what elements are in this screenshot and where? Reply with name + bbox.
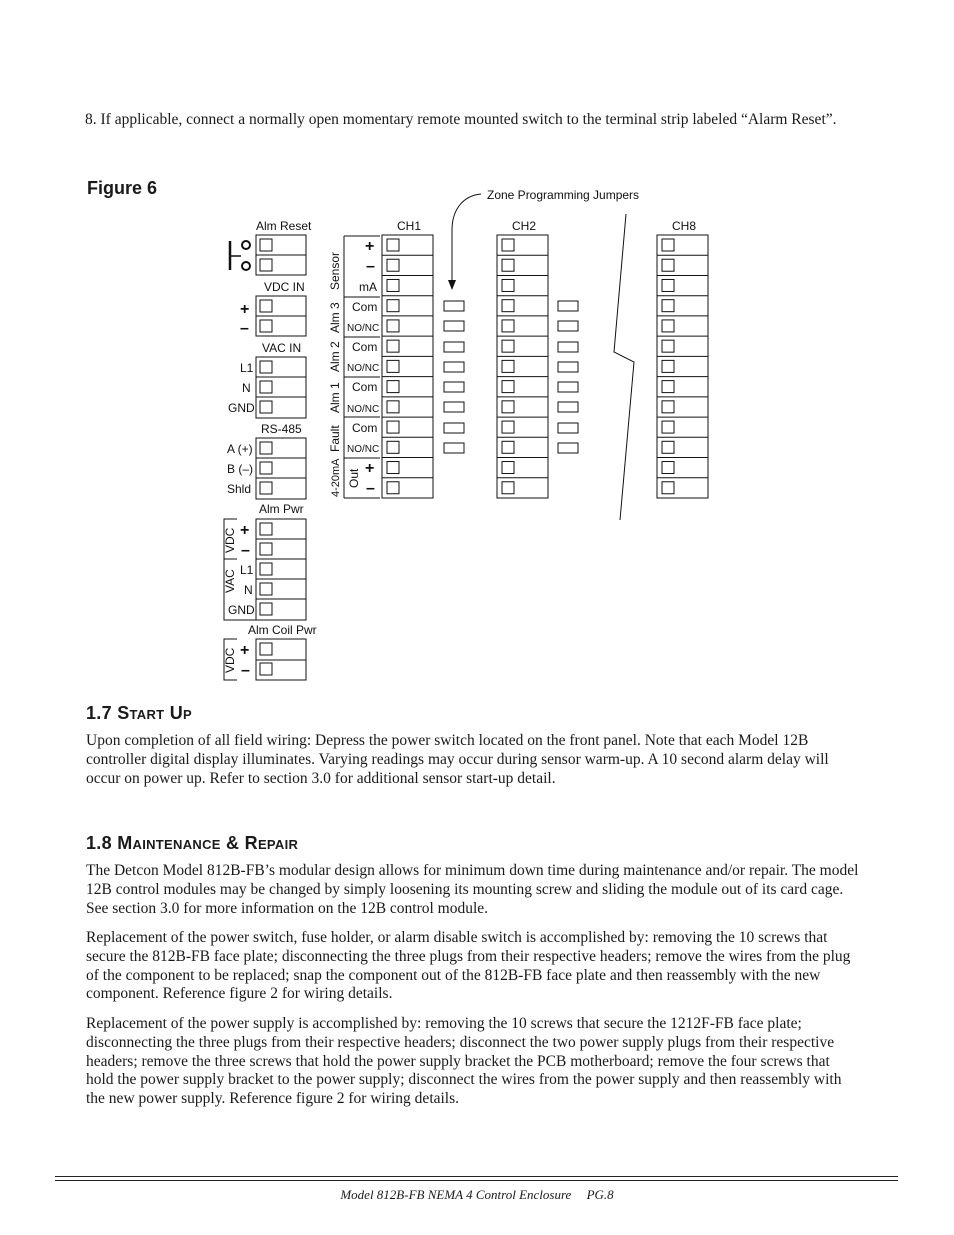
rs485-a-label: A (+) [227, 442, 253, 456]
terminal-screw [387, 239, 399, 251]
ch1-label: CH1 [397, 219, 422, 233]
out-4-20ma-label: 4-20mA [330, 458, 342, 497]
sensor-plus: + [365, 238, 375, 255]
terminal-screw [387, 381, 399, 393]
page-footer [0, 1187, 954, 1203]
terminal-screw [662, 381, 674, 393]
alm-pwr-gnd-label: GND [228, 603, 255, 617]
alm1-com: Com [352, 380, 378, 394]
section-1-7-heading: 1.7 Start Up [86, 703, 192, 723]
alm1-nonc: NO/NC [347, 404, 380, 415]
footer-page-number: PG.8 [586, 1187, 614, 1202]
coil-minus: – [241, 662, 250, 679]
fault-com: Com [352, 421, 378, 435]
sensor-minus: – [366, 258, 375, 275]
coil-vdc-label: VDC [223, 647, 237, 673]
alm-pwr-plus: + [240, 522, 250, 539]
alm3-nonc: NO/NC [347, 323, 380, 334]
terminal-screw [662, 259, 674, 271]
terminal-screw [387, 401, 399, 413]
step-8-instruction: 8. If applicable, connect a normally open momentary remote mounted switch to the terminal strip labeled “Alarm Reset”. [85, 111, 837, 128]
rs485-label: RS-485 [261, 422, 302, 436]
terminal-screw [387, 259, 399, 271]
vac-in-label: VAC IN [262, 341, 302, 355]
figure-title: Figure 6 [87, 178, 158, 198]
out-label: Out [347, 468, 361, 488]
alm-pwr-vac-label: VAC [223, 569, 237, 593]
vac-gnd-label: GND [228, 401, 255, 415]
terminal-screw [662, 239, 674, 251]
alm2-com: Com [352, 340, 378, 354]
vdc-in-plus: + [240, 301, 250, 318]
alm-reset-label: Alm Reset [256, 219, 312, 233]
alm2-nonc: NO/NC [347, 363, 380, 374]
section-1-8-paragraph-2: Replacement of the power switch, fuse holder, or alarm disable switch is accomplished by: removing the 10 screws that secure the 812B-FB face plate; disconnecting the three plugs from their respective headers; remove the wires from the plug of the component to be replaced; snap the component out of the 812B-FB face plate and then reassembly with the new component. Reference figure 2 for wiring details. [86, 929, 851, 1003]
terminal-screw [502, 401, 514, 413]
alm3-group-label: Alm 3 [328, 302, 342, 333]
terminal-screw [502, 279, 514, 291]
terminal-screw [387, 360, 399, 372]
terminal-screw [502, 421, 514, 433]
vdc-in-minus: – [240, 320, 249, 337]
terminal-screw [502, 441, 514, 453]
terminal-screw [387, 300, 399, 312]
terminal-screw [387, 462, 399, 474]
terminal-screw [502, 340, 514, 352]
section-1-8-paragraph-3: Replacement of the power supply is accomplished by: removing the 10 screws that secure the 1212F-FB face plate; disconnecting the three plugs from their respective headers; disconnect the two power supply plugs from their respective headers; remove the three screws that hold the power supply bracket the PCB motherboard; remove the four screws that hold the power supply bracket to the power supply; disconnect the wires from the power supply and then reassembly with the new power supply. Reference figure 2 for wiring details. [86, 1015, 842, 1108]
alm-pwr-label: Alm Pwr [259, 502, 304, 516]
vac-n-label: N [242, 381, 251, 395]
terminal-screw [662, 421, 674, 433]
terminal-screw [662, 300, 674, 312]
section-1-8-paragraph-1: The Detcon Model 812B-FB’s modular design allows for minimum down time during maintenance and/or repair. The model 12B control modules may be changed by simply loosening its mounting screw and sliding the module out of its card cage. See section 3.0 for more information on the 12B control module. [86, 862, 859, 917]
terminal-screw [662, 360, 674, 372]
terminal-screw [502, 239, 514, 251]
sensor-ma: mA [359, 280, 377, 294]
terminal-screw [502, 259, 514, 271]
terminal-screw [662, 441, 674, 453]
terminal-screw [387, 340, 399, 352]
alm-pwr-minus: – [241, 542, 250, 559]
terminal-screw [502, 462, 514, 474]
alm1-group-label: Alm 1 [328, 382, 342, 413]
alm-pwr-vdc-label: VDC [223, 527, 237, 553]
terminal-screw [387, 279, 399, 291]
out-plus: + [365, 460, 375, 477]
alm2-group-label: Alm 2 [328, 341, 342, 372]
terminal-screw [662, 401, 674, 413]
terminal-screw [662, 482, 674, 494]
coil-plus: + [240, 642, 250, 659]
alm3-com: Com [352, 300, 378, 314]
terminal-screw [502, 482, 514, 494]
terminal-screw [502, 300, 514, 312]
rs485-b-label: B (–) [227, 462, 254, 476]
fault-group-label: Fault [328, 425, 342, 452]
terminal-screw [502, 381, 514, 393]
footer-rule-top [55, 1176, 898, 1177]
terminal-screw [662, 462, 674, 474]
terminal-screw [502, 320, 514, 332]
terminal-screw [387, 482, 399, 494]
jumpers-label: Zone Programming Jumpers [487, 188, 640, 202]
alm-pwr-l1-label: L1 [240, 563, 254, 577]
terminal-screw [387, 441, 399, 453]
vdc-in-label: VDC IN [264, 280, 305, 294]
terminal-screw [662, 340, 674, 352]
terminal-screw [387, 421, 399, 433]
sensor-group-label: Sensor [328, 251, 342, 290]
footer-doc-title: Model 812B-FB NEMA 4 Control Enclosure [340, 1187, 572, 1202]
section-1-7-paragraph: Upon completion of all field wiring: Depress the power switch located on the front panel. Note that each Model 12B controller digital display illuminates. Varying readings may occur during sensor warm-up. A 10 second alarm delay will occur on power up. Refer to section 3.0 for additional sensor start-up detail. [86, 732, 829, 787]
fault-nonc: NO/NC [347, 444, 380, 455]
ch8-label: CH8 [672, 219, 697, 233]
terminal-screw [387, 320, 399, 332]
alm-coil-pwr-label: Alm Coil Pwr [248, 623, 317, 637]
alm-pwr-n-label: N [244, 583, 253, 597]
rs485-shld-label: Shld [227, 482, 252, 496]
terminal-screw [662, 320, 674, 332]
vac-l1-label: L1 [240, 361, 254, 375]
terminal-screw [662, 279, 674, 291]
section-1-8-heading: 1.8 Maintenance & Repair [86, 833, 299, 853]
out-minus: – [366, 480, 375, 497]
terminal-screw [502, 360, 514, 372]
ch2-label: CH2 [512, 219, 537, 233]
footer-rule-bottom [55, 1180, 898, 1181]
